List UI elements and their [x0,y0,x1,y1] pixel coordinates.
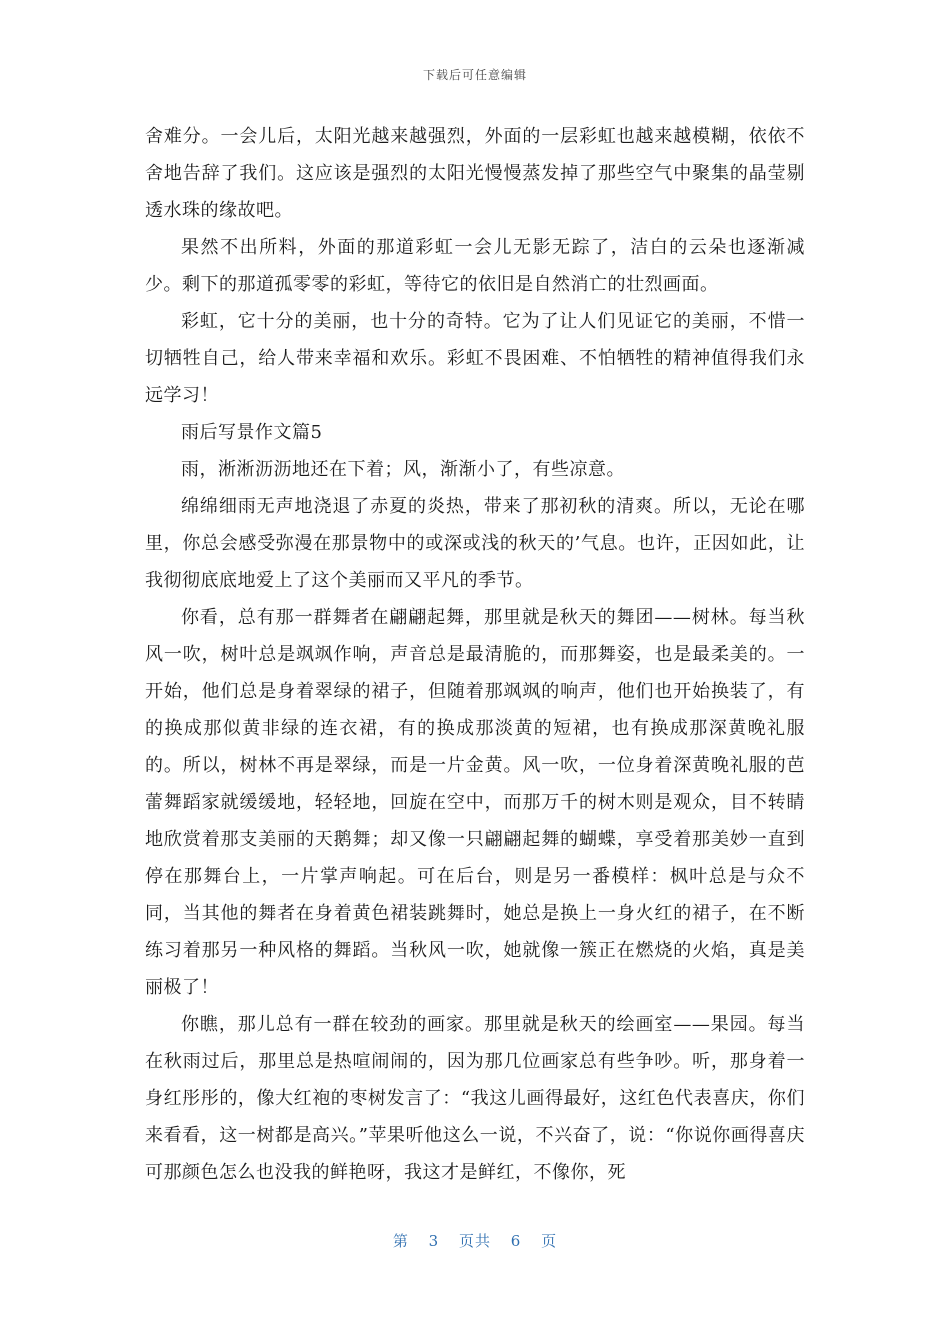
paragraph-1: 舍难分。一会儿后，太阳光越来越强烈，外面的一层彩虹也越来越模糊，依依不舍地告辞了我们。这应该是强烈的太阳光慢慢蒸发掉了那些空气中聚集的晶莹剔透水珠的缘故吧。 [145,126,805,221]
paragraph-3: 彩虹，它十分的美丽，也十分的奇特。它为了让人们见证它的美丽，不惜一切牺牲自己，给人带来幸福和欢乐。彩虹不畏困难、不怕牺牲的精神值得我们永远学习！ [145,311,805,406]
section-title: 雨后写景作文篇5 [181,422,323,443]
page-header: 下载后可任意编辑 [422,68,527,82]
paragraph-2: 果然不出所料，外面的那道彩虹一会儿无影无踪了，洁白的云朵也逐渐减少。剩下的那道孤零零的彩虹，等待它的依旧是自然消亡的壮烈画面。 [145,237,805,295]
paragraph-8: 你瞧，那儿总有一群在较劲的画家。那里就是秋天的绘画室——果园。每当在秋雨过后，那里总是热喧闹闹的，因为那几位画家总有些争吵。听，那身着一身红彤彤的，像大红袍的枣树发言了：“我这儿画得最好，这红色代表喜庆，你们来看看，这一树都是高兴。”苹果听他这么一说，不兴奋了，说：“你说你画得喜庆可那颜色怎么也没我的鲜艳呀，我这才是鲜红，不像你，死 [145,1014,805,1183]
paragraph-6: 绵绵细雨无声地浇退了赤夏的炎热，带来了那初秋的清爽。所以，无论在哪里，你总会感受弥漫在那景物中的或深或浅的秋天的’气息。也许，正因如此，让我彻彻底底地爱上了这个美丽而又平凡的季节。 [145,496,805,591]
paragraph-5: 雨，淅淅沥沥地还在下着；风，渐渐小了，有些凉意。 [181,459,625,480]
page-number-footer: 第 3 页共 6 页 [392,1232,558,1250]
paragraph-7: 你看，总有那一群舞者在翩翩起舞，那里就是秋天的舞团——树林。每当秋风一吹，树叶总是飒飒作响，声音总是最清脆的，而那舞姿，也是最柔美的。一开始，他们总是身着翠绿的裙子，但随着那飒飒的响声，他们也开始换装了，有的换成那似黄非绿的连衣裙，有的换成那淡黄的短裙，也有换成那深黄晚礼服的。所以，树林不再是翠绿，而是一片金黄。风一吹，一位身着深黄晚礼服的芭蕾舞蹈家就缓缓地，轻轻地，回旋在空中，而那万千的树木则是观众，目不转睛地欣赏着那支美丽的天鹅舞；却又像一只翩翩起舞的蝴蝶，享受着那美妙一直到停在那舞台上，一片掌声响起。可在后台，则是另一番模样：枫叶总是与众不同，当其他的舞者在身着黄色裙装跳舞时，她总是换上一身火红的裙子，在不断练习着那另一种风格的舞蹈。当秋风一吹，她就像一簇正在燃烧的火焰，真是美丽极了！ [145,607,805,998]
document-body [145,118,805,1191]
